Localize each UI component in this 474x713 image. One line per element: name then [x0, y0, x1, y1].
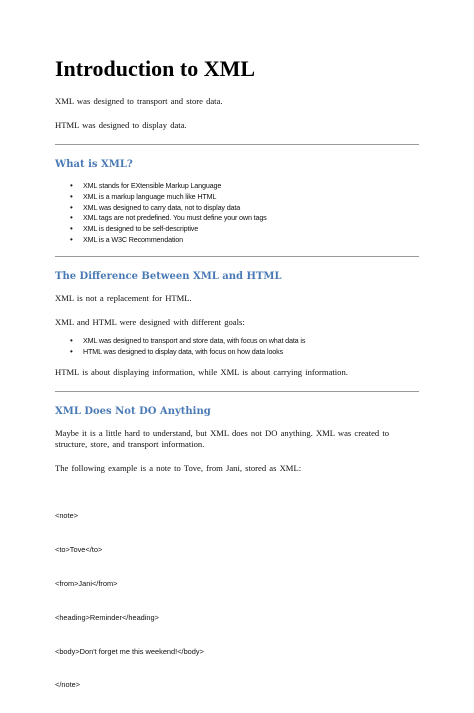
code-line: <note>: [55, 510, 79, 520]
section-heading-what-is-xml: What is XML?: [55, 159, 133, 170]
intro-paragraph-1: XML was designed to transport and store data.: [55, 96, 223, 106]
does-nothing-paragraph-2: The following example is a note to Tove, from Jani, stored as XML:: [55, 463, 302, 474]
intro-paragraph-2: HTML was designed to display data.: [55, 120, 187, 130]
list-item: • XML was designed to carry data, not to display data: [70, 202, 241, 212]
bullet-icon: •: [70, 234, 73, 244]
list-item: • XML is a W3C Recommendation: [70, 234, 183, 244]
code-line: <to>Tove</to>: [55, 544, 103, 554]
code-line: </note>: [55, 680, 81, 690]
does-nothing-paragraph-1: Maybe it is a little hard to understand, but XML does not DO anything. XML was created to structure, store, and transport information.: [55, 428, 390, 450]
difference-paragraph-1: XML is not a replacement for HTML.: [55, 292, 192, 303]
code-line: <body>Don't forget me this weekend!</body>: [55, 646, 204, 656]
bullet-icon: •: [70, 335, 73, 345]
bullet-icon: •: [70, 224, 73, 234]
bullet-icon: •: [70, 213, 73, 223]
xml-code-example: [55, 487, 419, 713]
difference-paragraph-3: HTML is about displaying information, while XML is about carrying information.: [55, 367, 348, 378]
code-line: <heading>Reminder</heading>: [55, 612, 159, 622]
section-divider: [55, 144, 419, 145]
what-is-xml-list: [55, 181, 419, 246]
page-title: Introduction to XML: [55, 56, 256, 81]
section-divider: [55, 391, 419, 392]
bullet-icon: •: [70, 202, 73, 212]
difference-paragraph-2: XML and HTML were designed with different goals:: [55, 316, 245, 327]
bullet-icon: •: [70, 191, 73, 201]
code-line: <from>Jani</from>: [55, 578, 118, 588]
section-divider: [55, 256, 419, 257]
list-item: • XML is a markup language much like HTML: [70, 191, 217, 201]
document-page: [55, 56, 419, 713]
bullet-icon: •: [70, 346, 73, 356]
difference-list: [55, 336, 419, 358]
list-item: • HTML was designed to display data, with focus on how data looks: [70, 346, 284, 356]
section-heading-difference: The Difference Between XML and HTML: [55, 270, 282, 282]
bullet-icon: •: [70, 181, 73, 190]
list-item: • XML tags are not predefined. You must define your own tags: [70, 213, 267, 223]
section-heading-does-nothing: XML Does Not DO Anything: [55, 406, 211, 418]
list-item: • XML was designed to transport and store data, with focus on what data is: [70, 335, 306, 345]
list-item: • XML is designed to be self-descriptive: [70, 224, 199, 234]
list-item: • XML stands for EXtensible Markup Language: [70, 181, 222, 190]
